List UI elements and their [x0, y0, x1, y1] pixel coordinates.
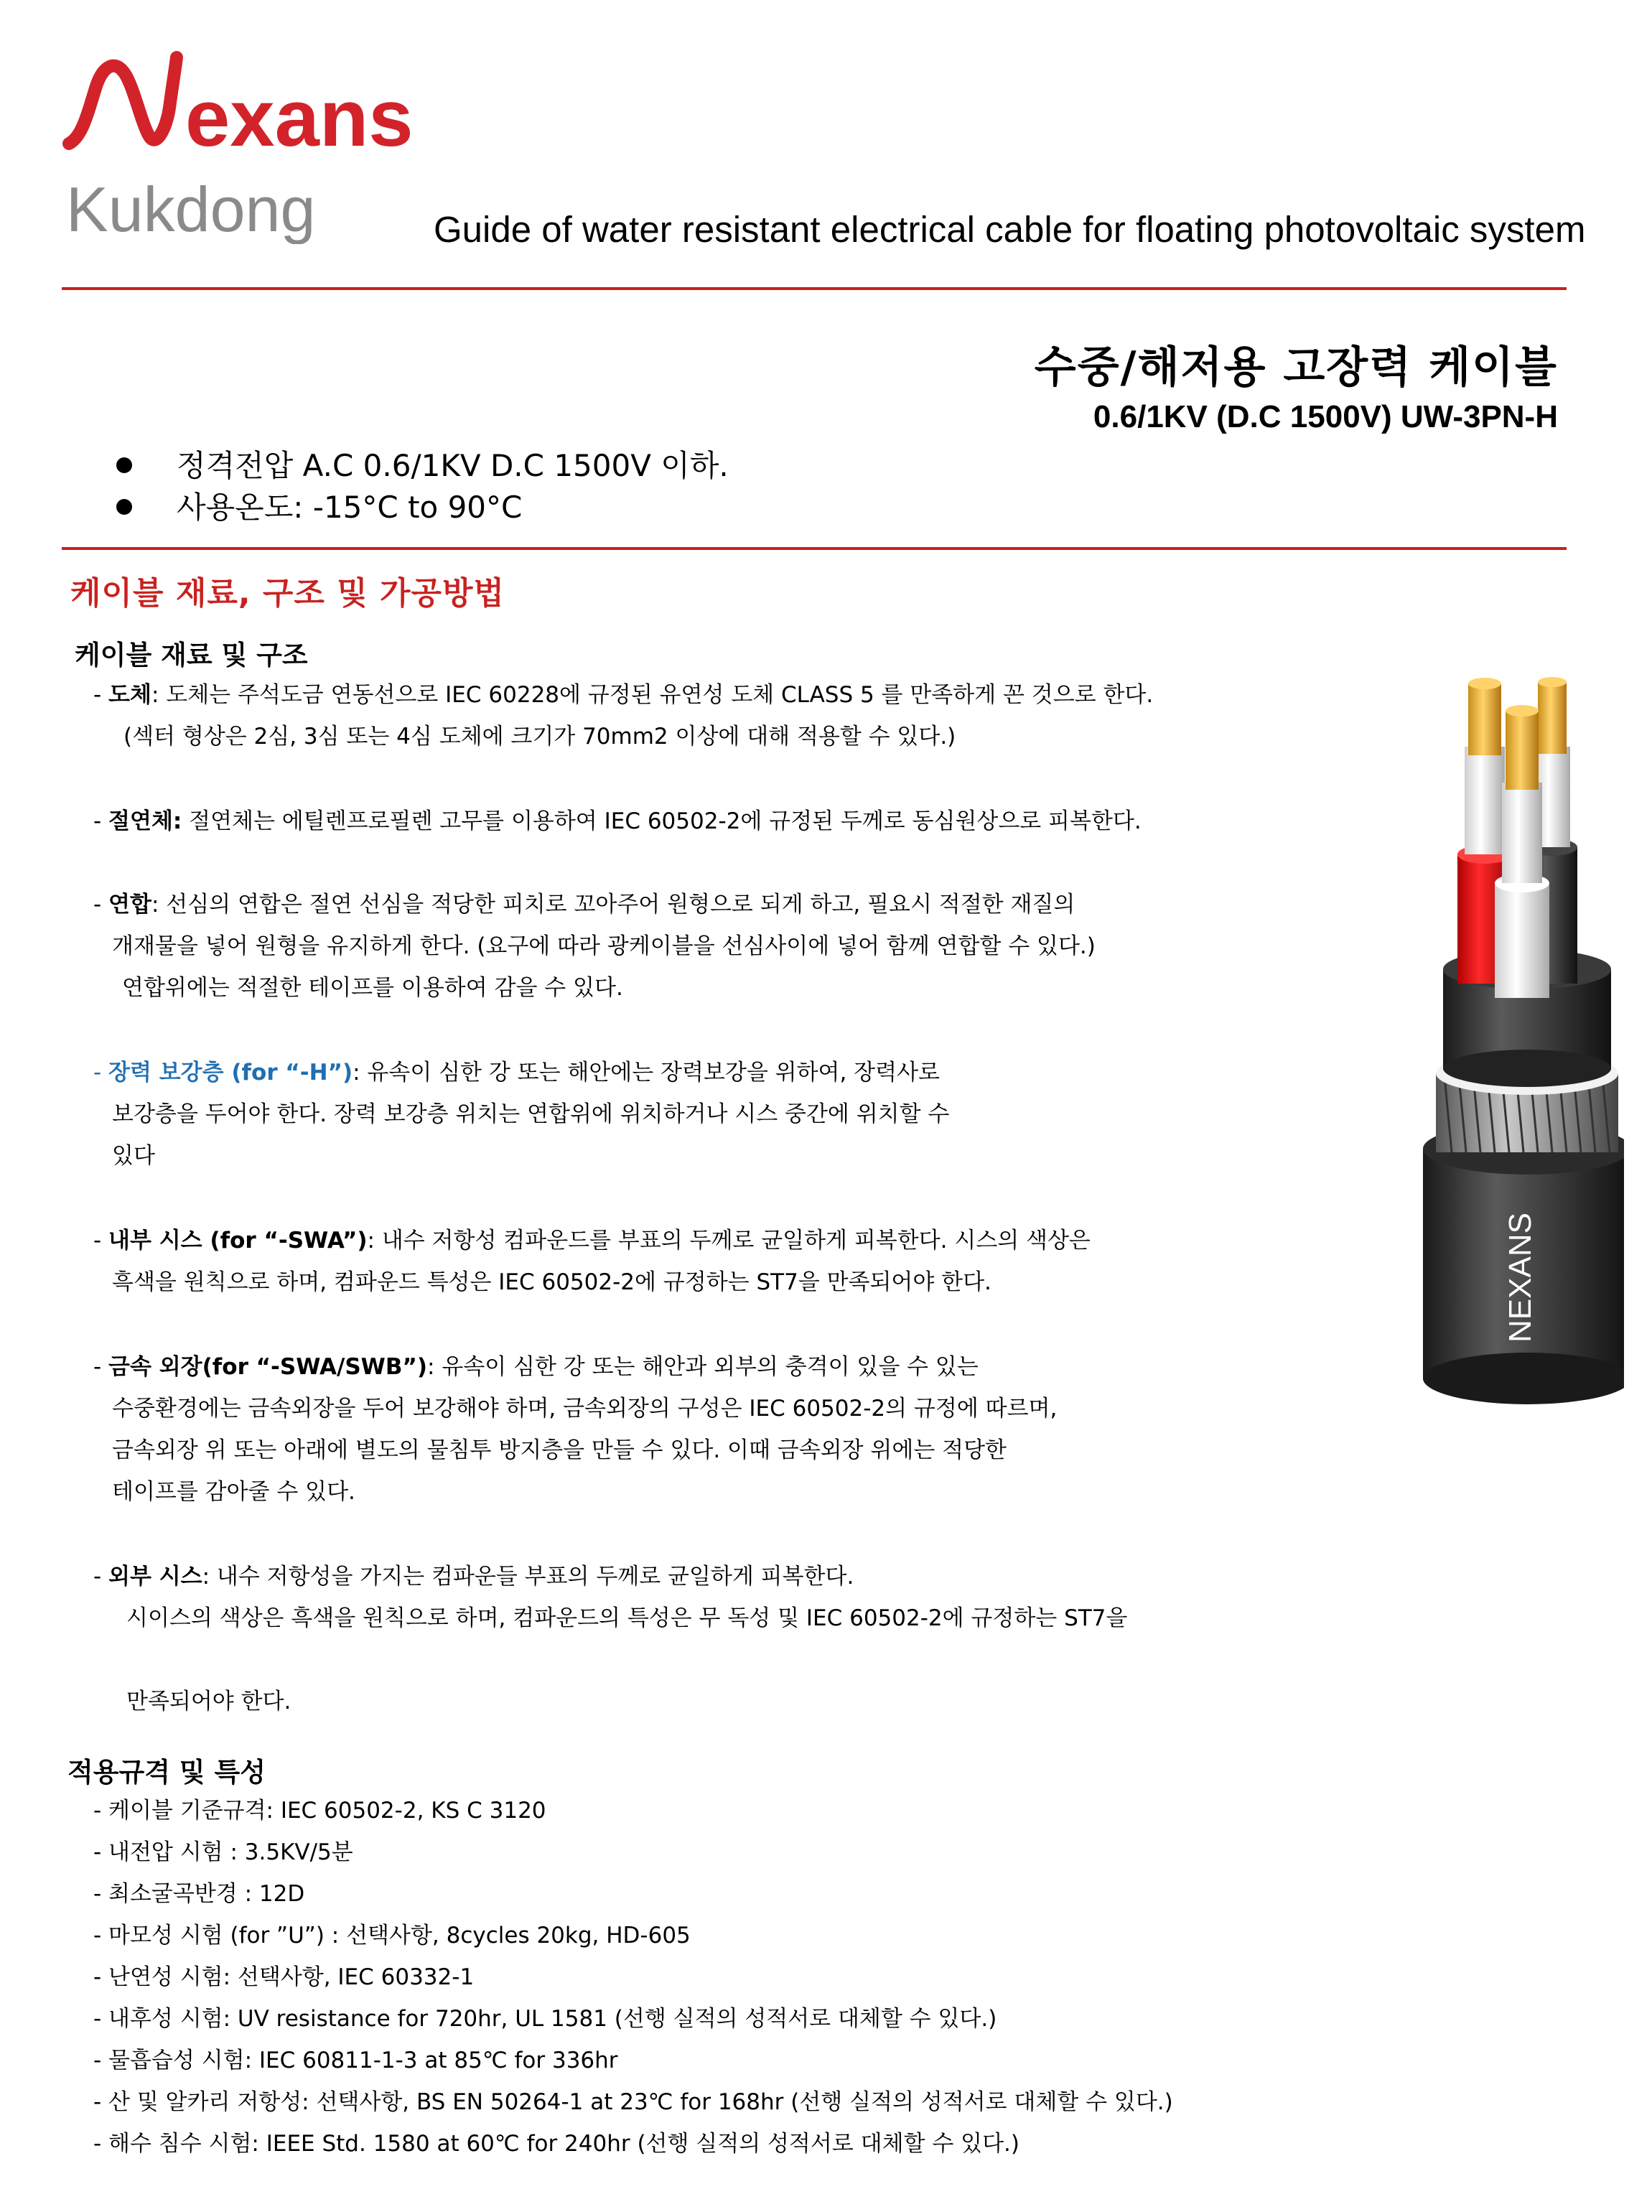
assembly-line-2: 개재물을 넣어 원형을 유지하게 한다. (요구에 따라 광케이블을 선심사이에 넣어 함께 연합할 수 있다.)	[112, 933, 1096, 959]
bullet-dot	[116, 457, 132, 473]
insulation-line: - 절연체: 절연체는 에틸렌프로필렌 고무를 이용하여 IEC 60502-2에 규정된 두께로 동심원상으로 피복한다.	[93, 808, 1142, 834]
standard-item: - 산 및 알카리 저항성: 선택사항, BS EN 50264-1 at 23℃ for 168hr (선행 실적의 성적서로 대체할 수 있다.)	[93, 2089, 1173, 2115]
tension-layer-line-2: 보강층을 두어야 한다. 장력 보강층 위치는 연합위에 위치하거나 시스 중간에 위치할 수	[112, 1101, 950, 1127]
standard-item: - 내전압 시험 : 3.5KV/5분	[93, 1839, 353, 1865]
inner-sheath-line-2: 흑색을 원칙으로 하며, 컴파운드 특성은 IEC 60502-2에 규정하는 ST7을 만족되어야 한다.	[112, 1269, 991, 1295]
standard-item: - 난연성 시험: 선택사항, IEC 60332-1	[93, 1964, 475, 1990]
outer-sheath-line-2: 시이스의 색상은 흑색을 원칙으로 하며, 컴파운드의 특성은 무 독성 및 IEC 60502-2에 규정하는 ST7을	[126, 1605, 1128, 1631]
header-divider	[62, 287, 1567, 290]
assembly-line: - 연합: 선심의 연합은 절연 선심을 적당한 피치로 꼬아주어 원형으로 되게 하고, 필요시 적절한 재질의	[93, 892, 1075, 918]
nexans-kukdong-logo	[62, 43, 435, 244]
tension-layer-line-3: 있다	[112, 1143, 155, 1169]
armour-line: - 금속 외장(for “-SWA/SWB”): 유속이 심한 강 또는 해안과 외부의 충격이 있을 수 있는	[93, 1354, 979, 1380]
standard-item: - 마모성 시험 (for ”U”) : 선택사항, 8cycles 20kg, HD-605	[93, 1923, 691, 1949]
cable-cross-section-illustration	[1394, 668, 1624, 1432]
product-title: 수중/해저용 고장력 케이블	[1034, 342, 1558, 393]
outer-sheath-line-3: 만족되어야 한다.	[126, 1689, 291, 1714]
spec-bullet-temperature: 사용온도: -15°C to 90°C	[116, 484, 522, 527]
standards-heading: 적용규격 및 특성	[67, 1757, 266, 1788]
armour-line-4: 테이프를 감아줄 수 있다.	[112, 1479, 355, 1505]
logo-brand-tail: exans	[185, 73, 414, 163]
cable-label: NEXANS	[1503, 1213, 1538, 1343]
conductor-line: - 도체: 도체는 주석도금 연동선으로 IEC 60228에 규정된 유연성 도체 CLASS 5 를 만족하게 꼰 것으로 한다.	[93, 682, 1154, 708]
spec-bullet-voltage: 정격전압 A.C 0.6/1KV D.C 1500V 이하.	[116, 442, 729, 485]
tension-layer-line: - 장력 보강층 (for “-H”): 유속이 심한 강 또는 해안에는 장력보강을 위하여, 장력사로	[93, 1060, 940, 1086]
document-subtitle: Guide of water resistant electrical cable for floating photovoltaic system	[434, 209, 1586, 250]
materials-heading: 케이블 재료 및 구조	[75, 640, 308, 671]
standard-item: - 해수 침수 시험: IEEE Std. 1580 at 60℃ for 240hr (선행 실적의 성적서로 대체할 수 있다.)	[93, 2131, 1019, 2157]
armour-line-3: 금속외장 위 또는 아래에 별도의 물침투 방지층을 만들 수 있다. 이때 금속외장 위에는 적당한	[112, 1437, 1007, 1463]
section-title: 케이블 재료, 구조 및 가공방법	[70, 575, 505, 612]
standard-item: - 물흡습성 시험: IEC 60811-1-3 at 85℃ for 336hr	[93, 2048, 618, 2073]
logo-sub-text: Kukdong	[66, 174, 316, 244]
conductor-note: (섹터 형상은 2심, 3심 또는 4심 도체에 크기가 70mm2 이상에 대해 적용할 수 있다.)	[123, 724, 956, 750]
inner-sheath-line: - 내부 시스 (for “-SWA”): 내수 저항성 컴파운드를 부표의 두께로 균일하게 피복한다. 시스의 색상은	[93, 1228, 1091, 1254]
outer-sheath-line: - 외부 시스: 내수 저항성을 가지는 컴파운들 부표의 두께로 균일하게 피복한다.	[93, 1564, 854, 1590]
assembly-line-3: 연합위에는 적절한 테이프를 이용하여 감을 수 있다.	[122, 975, 623, 1001]
armour-line-2: 수중환경에는 금속외장을 두어 보강해야 하며, 금속외장의 구성은 IEC 60502-2의 규정에 따르며,	[112, 1396, 1058, 1422]
standard-item: - 케이블 기준규격: IEC 60502-2, KS C 3120	[93, 1798, 546, 1824]
section-divider	[62, 547, 1567, 550]
standard-item: - 최소굴곡반경 : 12D	[93, 1881, 305, 1907]
standard-item: - 내후성 시험: UV resistance for 720hr, UL 1581 (선행 실적의 성적서로 대체할 수 있다.)	[93, 2006, 997, 2032]
product-model: 0.6/1KV (D.C 1500V) UW-3PN-H	[1093, 399, 1558, 434]
bullet-dot	[116, 499, 132, 515]
